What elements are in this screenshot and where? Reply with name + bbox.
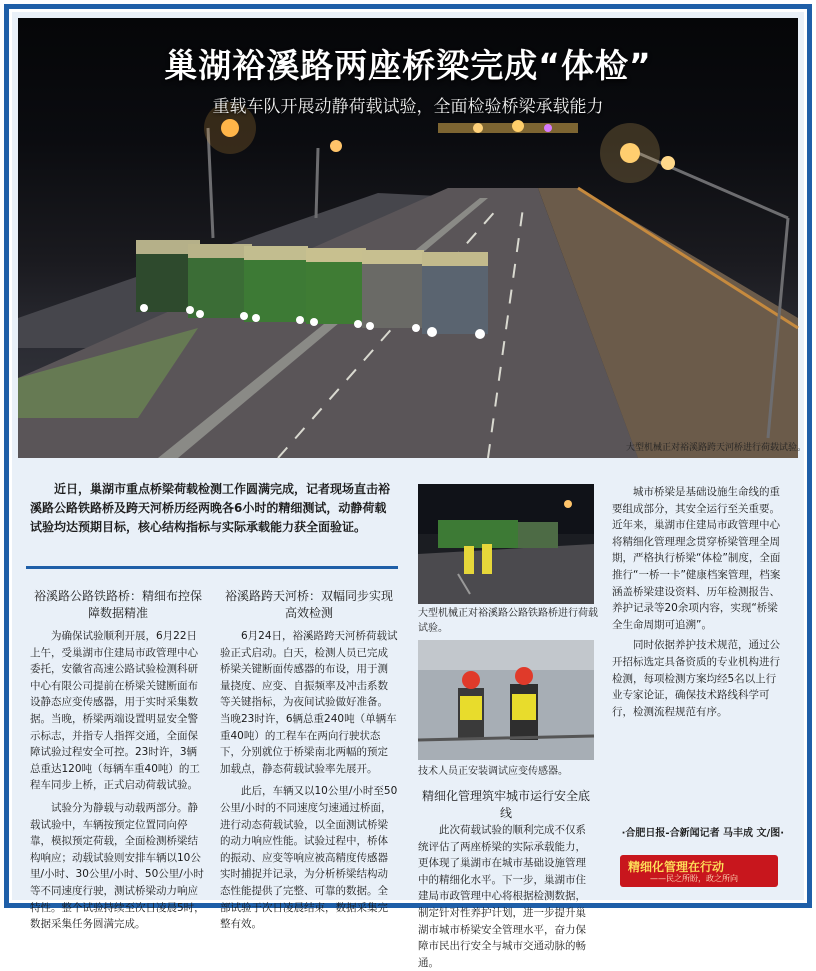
section2-paragraph-1: 6月24日，裕溪路跨天河桥荷载试验正式启动。白天，检测人员已完成桥梁关键断面传感器的布设，用于测量挠度、应变、自振频率及冲击系数等关键指标，为夜间试验做好准备。当晚23时许，6辆总重240吨（单辆车重40吨）的工程车在两向行驶状态下，分别就位于桥梁南北两幅的预定加载点，静态荷载试验率先展开。 <box>220 630 398 775</box>
section2-heading: 裕溪路跨天河桥：双幅同步实现高效检测 <box>224 589 393 620</box>
section3-paragraph-3: 此次荷载试验的顺利完成不仅系统评估了两座桥梁的实际承载能力，更体现了巢湖市在城市基础设施管理中的精细化水平。下一步，巢湖市住建局市政管理中心将根据检测数据，制定针对性养护计划，进一步提升巢湖市城市桥梁安全管理水平，奋力保障市民出行安全与城市交通动脉的畅通。 <box>418 824 586 969</box>
divider <box>26 566 398 569</box>
page-subtitle: 重载车队开展动静荷载试验，全面检验桥梁承载能力 <box>212 97 604 117</box>
lead-paragraph: 近日，巢湖市重点桥梁荷载检测工作圆满完成，记者现场直击裕溪路公路铁路桥及跨天河桥历经两晚各6小时的精细测试，动静荷载试验均达预期目标，核心结构指标与实际承载能力获全面验证。 <box>30 482 391 534</box>
column-3-text <box>418 822 594 969</box>
column-1 <box>30 584 206 933</box>
badge-title: 精细化管理在行动 <box>628 860 725 874</box>
hero-caption: 大型机械正对裕溪路跨天河桥进行荷载试验。 <box>625 443 806 453</box>
section1-paragraph-1: 为确保试验顺利开展，6月22日上午，受巢湖市住建局市政管理中心委托，安徽省高速公路试验检测科研中心有限公司提前在桥梁关键断面布设静态应变传感器，用于实时采集数据。当晚，桥梁两端设置明显安全警示标志，并指专人指挥交通，全面保障试验过程安全可控。23时许，3辆总重达120吨（每辆车重40吨）的工程车同步上桥，正式启动荷载试验。 <box>30 630 200 792</box>
section1-paragraph-2: 试验分为静载与动载两部分。静载试验中，车辆按预定位置同向停靠，模拟预定荷载，全面检测桥梁结构响应；动载试验则安排车辆以10公里/小时、30公里/小时、50公里/小时等不同速度行驶，测试桥梁动力响应特性。整个试验持续至次日凌晨5时，数据采集任务圆满完成。 <box>30 801 205 931</box>
section3-paragraph-1: 城市桥梁是基础设施生命线的重要组成部分，其安全运行至关重要。近年来，巢湖市住建局市政管理中心将精细化管理理念贯穿桥梁管理全周期，严格执行桥梁“体检”制度，全面推行“一桥一卡”健康档案管理，档案涵盖桥梁建设资料、历年检测报告、养护记录等20余项内容，实现“桥梁全生命周期可追溯”。 <box>612 486 781 631</box>
truck-photo-scene <box>418 484 594 604</box>
section1-heading: 裕溪路公路铁路桥：精细布控保障数据精准 <box>33 589 202 620</box>
section3-paragraph-2: 同时依据养护技术规范，通过公开招标选定具备资质的专业机构进行检测，每项检测方案均经5名以上行业专家论证，确保技术路线科学可行，检测流程规范有序。 <box>612 639 780 718</box>
badge-slogan: ——民之所盼，政之所向 <box>650 874 738 883</box>
truck-photo-caption: 大型机械正对裕溪路公路铁路桥进行荷载试验。 <box>418 608 598 634</box>
technician-photo-caption: 技术人员正安装调试应变传感器。 <box>418 766 568 777</box>
page-title: 巢湖裕溪路两座桥梁完成“体检” <box>164 46 652 85</box>
truck-photo <box>418 484 594 604</box>
campaign-badge <box>620 855 778 887</box>
section2-paragraph-2: 此后，车辆又以10公里/小时至50公里/小时的不同速度匀速通过桥面，进行动态荷载试验，以全面测试桥梁的动力响应性能。试验过程中，桥体的振动、应变等响应被高精度传感器实时捕捉并记录，为分析桥梁结构动态性能提供了完整、可靠的数据。全部试验于次日凌晨结束，数据采集完整有效。 <box>220 785 398 931</box>
section3-heading: 精细化管理筑牢城市运行安全底线 <box>421 789 590 820</box>
column-2 <box>220 584 398 933</box>
byline: ·合肥日报-合新闻记者 马丰成 文/图· <box>621 828 784 839</box>
technician-photo-scene <box>418 640 594 760</box>
hero-photo <box>18 18 798 458</box>
column-4 <box>612 484 784 720</box>
technician-photo <box>418 640 594 760</box>
